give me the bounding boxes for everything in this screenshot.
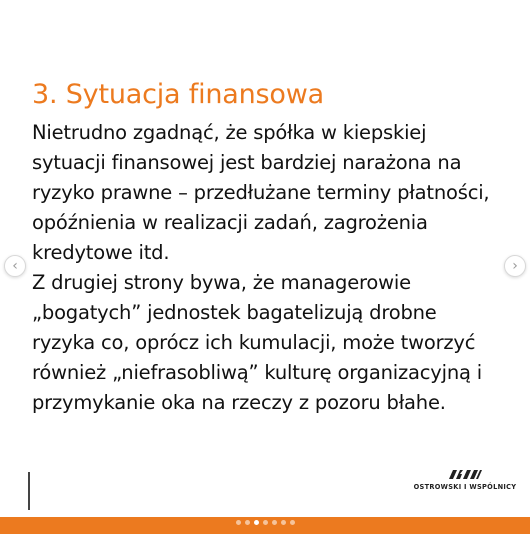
carousel-dot[interactable] xyxy=(272,520,277,525)
carousel-dot[interactable] xyxy=(263,520,268,525)
body-line: „bogatych” jednostek bagatelizują drobne xyxy=(32,301,437,324)
carousel-dot[interactable] xyxy=(254,520,259,525)
chevron-left-icon: ‹ xyxy=(12,258,18,274)
carousel-indicators xyxy=(0,520,530,525)
slide-heading: 3. Sytuacja finansowa xyxy=(32,79,324,110)
carousel-dot[interactable] xyxy=(281,520,286,525)
body-line: opóźnienia w realizacji zadań, zagrożenia xyxy=(32,211,428,234)
company-logo xyxy=(410,468,520,491)
slide-body-text xyxy=(32,118,512,418)
body-line: ryzyka co, oprócz ich kumulacji, może tworzyć xyxy=(32,331,476,354)
chevron-right-icon: › xyxy=(512,258,518,274)
body-line: ryzyko prawne – przedłużane terminy płatności, xyxy=(32,181,490,204)
carousel-dot[interactable] xyxy=(245,520,250,525)
logo-wordmark: OSTROWSKI I WSPÓLNICY xyxy=(413,483,517,491)
body-line: Nietrudno zgadnąć, że spółka w kiepskiej xyxy=(32,121,427,144)
carousel-dot[interactable] xyxy=(236,520,241,525)
body-line: kredytowe itd. xyxy=(32,241,170,264)
body-line: Z drugiej strony bywa, że managerowie xyxy=(32,271,411,294)
logo-mark-icon xyxy=(447,468,483,480)
body-line: przymykanie oka na rzeczy z pozoru błahe. xyxy=(32,391,446,414)
divider-line xyxy=(28,472,30,510)
carousel-dot[interactable] xyxy=(290,520,295,525)
carousel-next-button[interactable] xyxy=(504,255,526,277)
bottom-accent-bar xyxy=(0,517,530,534)
body-line: sytuacji finansowej jest bardziej narażona na xyxy=(32,151,462,174)
carousel-prev-button[interactable] xyxy=(4,255,26,277)
body-line: również „niefrasobliwą” kulturę organizacyjną i xyxy=(32,361,482,384)
